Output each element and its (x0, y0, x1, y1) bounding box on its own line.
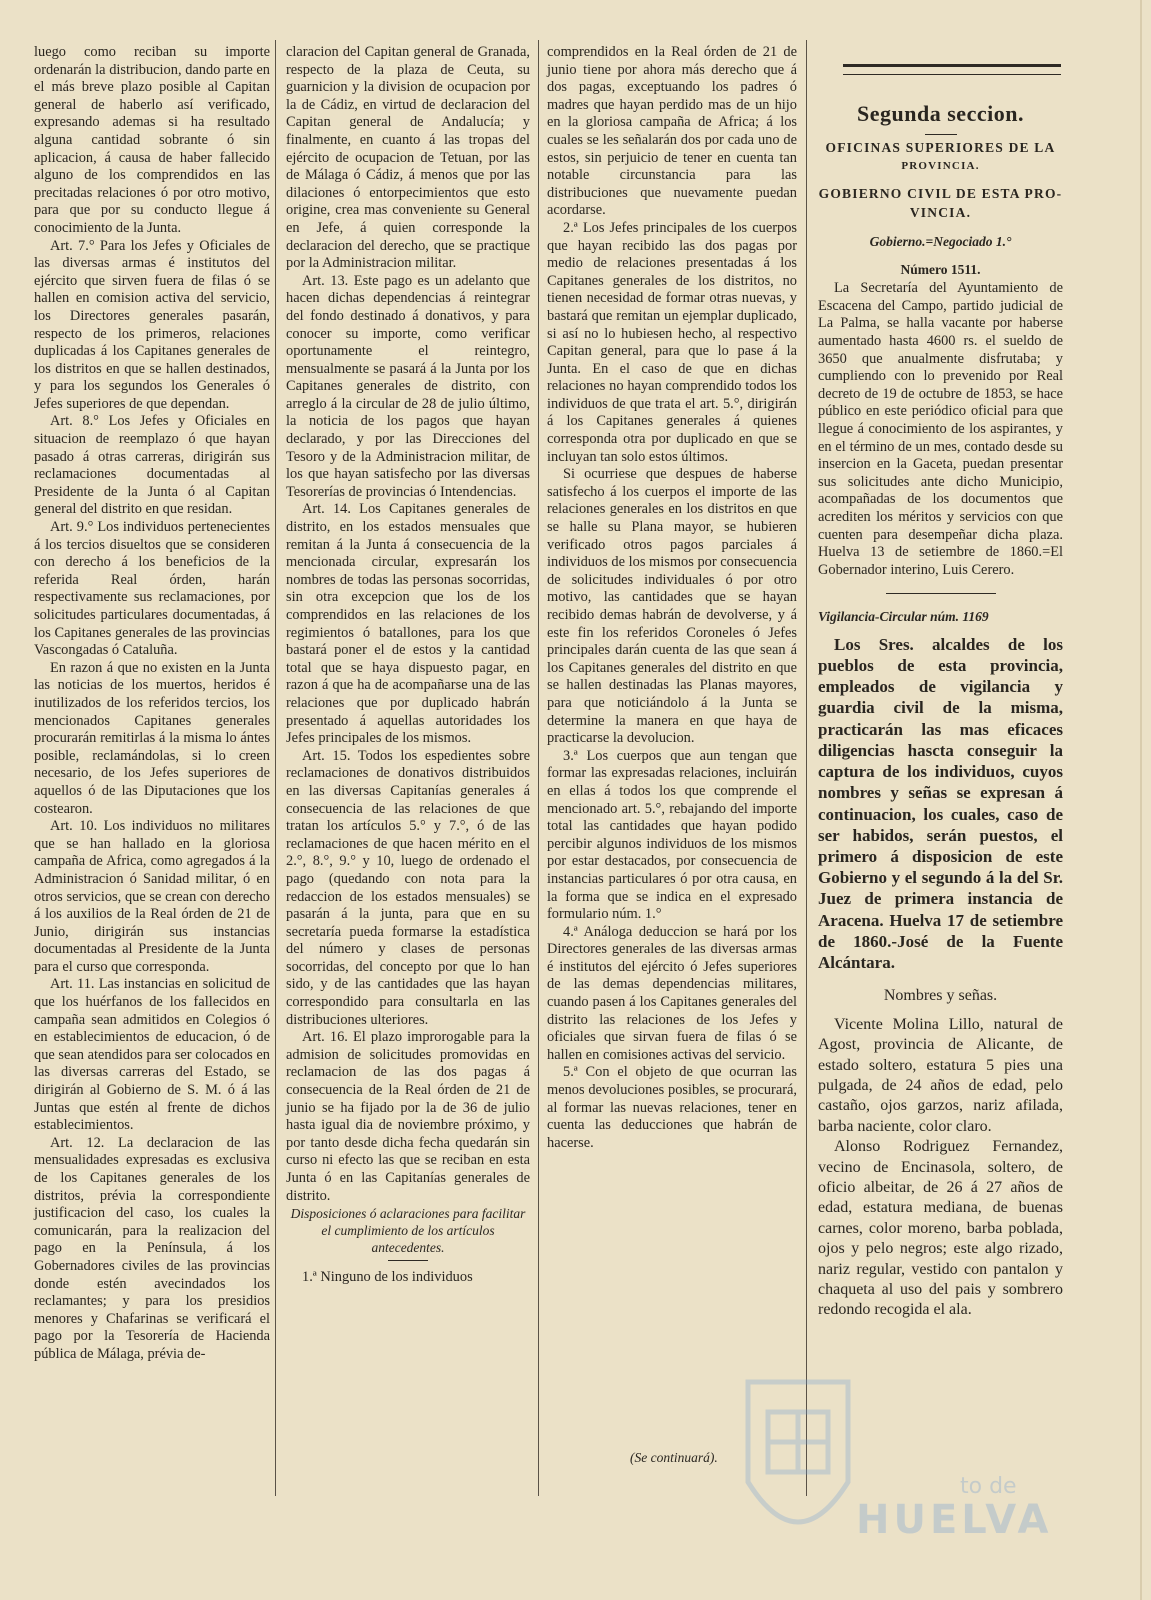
article-11: Art. 11. Las instancias en solicitud de que los huérfanos de los fallecidos en campaña sean admitidos en Colegios ó en establecimientos de educacion, ó de que sean atendidos para ser colocados en las diversas carreras del Estado, se dirigirán al Gobierno de S. M. ó á las Juntas que estén al frente de dichos establecimientos. (34, 976, 270, 1134)
article-9: Art. 9.° Los individuos pertenecientes á los tercios disueltos que se consideren con derecho á los beneficios de la referida Real órden, harán respectivamente sus reclamaciones, por solicitudes particulares documentadas, á los Capitanes generales de las provincias Vascongadas ó Cataluña. (34, 519, 270, 659)
disposition-1: 1.ª Ninguno de los individuos (302, 1269, 473, 1286)
numero: Número 1511. (900, 261, 981, 277)
article-14: Art. 14. Los Capitanes generales de distrito, en los estados mensuales que remitan á la Junta á consecuencia de la mencionada circular, expresarán los nombres de todas las personas socorridas, sin otra excepcion que los de los comprendidos en las relaciones de los regimientos ó batallones, para los que bastará poner el de estos y la cantidad total que se haya dispuesto pagar, en razon á que ha de acompañarse una de las relaciones que por duplicado habrán presentado á aquellas autoridades los Jefes principales de los mismos. (286, 501, 530, 747)
disposition-4: 4.ª Análoga deduccion se hará por los Directores generales de las diversas armas é institutos del ejército ó Jefes superiores de las demas dependencias militares, cuando pasen á los Capitanes generales del distrito las relaciones de los Jefes y oficiales que sirvan fuera de filas ó se hallen en comisiones activas del servicio. (547, 923, 797, 1063)
header-provincia: PROVINCIA. (901, 160, 980, 172)
column-3 (547, 44, 797, 1152)
header-vincia: VINCIA. (909, 205, 972, 220)
paragraph: En razon á que no existen en la Junta las noticias de los muertos, heridos é inutilizados de los referidos tercios, los mencionados Capitanes generales procurarán remitirlas á la misma lo ántes posible, reclamándolas, si lo creen necesario, de los Jefes superiores de aquellos ó de las Diputaciones que los costearon. (34, 659, 270, 817)
column-rule (538, 40, 539, 1496)
person-1: Vicente Molina Lillo, natural de Agost, provincia de Alicante, de estado soltero, estatura 5 pies una pulgada, de 24 años de edad, pelo castaño, ojos garzos, nariz afilada, barba naciente, color claro. (818, 1015, 1063, 1135)
article-16: Art. 16. El plazo improrogable para la admision de solicitudes promovidas en reclamacion de las dos pagas á consecuencia de la Real órden de 21 de junio se ha fijado por la de 36 de julio hasta igual dia de noviembre próximo, y por tanto desde dicha fecha quedarán sin curso ni efecto las que se reciban en esta Junta ó en las Capitanías generales de distrito. (286, 1029, 530, 1204)
article-7: Art. 7.° Para los Jefes y Oficiales de las diversas armas é institutos del ejército que sirven fuera de filas ó se hallen en comision activa del servicio, los Directores generales pasarán, respecto de los primeros, relaciones duplicadas á los Capitanes generales de los distritos en que se hallen destinados, y para los segundos los Generales ó Jefes superiores de que dependan. (34, 237, 270, 412)
names-heading: Nombres y señas. (883, 987, 998, 1005)
continued-note: (Se continuará). (630, 1450, 718, 1465)
person-2: Alonso Rodriguez Fernandez, vecino de Encinasola, soltero, de oficio albeitar, de 26 á 27 años de edad, estatura mediana, de buenas carnes, color moreno, barba poblada, ojos y pelo negros; este algo rizado, nariz regular, vestido con pantalon y chaqueta al uso del pais y sombrero redondo recogida el ala. (818, 1138, 1063, 1319)
column-4 (818, 78, 1063, 1321)
vigilancia-heading: Vigilancia-Circular núm. 1169 (818, 609, 989, 625)
short-rule (388, 1260, 428, 1261)
disposition-3: 3.ª Los cuerpos que aun tengan que formar las expresadas relaciones, incluirán en ellas á todos los que comprende el mencionado art. 5.°, rebajando del importe total las cantidades que hayan podido percibir algunos individuos de los mismos por estar destacados, por consecuencia de instancias particulares ó por otra causa, en la forma que se indica en el expresado formulario núm. 1.° (547, 747, 797, 923)
paragraph: comprendidos en la Real órden de 21 de junio tiene por ahora más derecho que á dos pagas, exceptuando los padres ó madres que hayan perdido mas de un hijo en la gloriosa campaña de Africa; á los cuales se les señalarán dos por cada uno de estos, sin perjuicio de tener en cuenta tan notable circunstancia para las distribuciones que nuevamente puedan acordarse. (547, 44, 797, 219)
vacancy-notice: La Secretaría del Ayuntamiento de Escacena del Campo, partido judicial de La Palma, se halla vacante por haberse aumentado hasta 4600 rs. el sueldo de 3650 que anualmente disfrutaba; y cumpliendo con lo prevenido por Real decreto de 19 de octubre de 1853, se hace público en este periódico oficial para que llegue á conocimiento de los aspirantes, y en el término de un mes, contado desde su insercion en la Gaceta, puedan presentar sus solicitudes ante dicho Municipio, acompañadas de los documentos que acrediten los méritos y servicios con que cuenten para desempeñar dicha plaza. Huelva 13 de setiembre de 1860.=El Gobernador interino, Luis Cerero. (818, 280, 1063, 578)
article-12: Art. 12. La declaracion de las mensualidades expresadas es exclusiva de los Capitanes generales de los distritos, prévia la correspondiente justificacion del caso, los cuales la comunicarán, para la realizacion del pago en la Península, á los Gobernadores civiles de las provincias donde estén avecindados los reclamantes; y para los presidios menores y Chafarinas se verificará el pago por la Tesorería de Hacienda pública de Málaga, prévia de- (34, 1134, 270, 1362)
vigilancia-body: Los Sres. alcaldes de los pueblos de esta provincia, empleados de vigilancia y guardia civil de la misma, practicarán las mas eficaces diligencias hascta conseguir la captura de los individuos, cuyos nombres y señas se expresan á continuacion, los cuales, caso de ser habidos, serán puestos, el primero á disposicion de este Gobierno y el segundo á la del Sr. Juez de primera instancia de Aracena. Huelva 17 de setiembre de 1860.-José de la Fuente Alcántara. (818, 634, 1063, 972)
column-rule (806, 40, 807, 1496)
section-divider (886, 593, 996, 594)
page-edge-shadow (1140, 0, 1142, 1600)
dispositions-heading: Disposiciones ó aclaraciones para facilitar el cumplimiento de los artículos antecedentes. (290, 1206, 526, 1256)
article-10: Art. 10. Los individuos no militares que se han hallado en la gloriosa campaña de Africa, como agregados á la Administracion ó Sanidad militar, ó en otros servicios, que se crean con derecho á los auxilios de la Real órden de 21 de Junio, dirigirán sus instancias documentadas al Presidente de la Junta para el curso que corresponda. (34, 818, 270, 975)
section-title: Segunda seccion. (857, 101, 1024, 126)
disposition-5: 5.ª Con el objeto de que ocurran las menos devoluciones posibles, se procurará, al formar las nuevas relaciones, tener en cuenta las deducciones que habrán de hacerse. (547, 1064, 797, 1151)
watermark-small-text: to de (960, 1474, 1017, 1499)
disposition-2: 2.ª Los Jefes principales de los cuerpos que hayan recibido las dos pagas por medio de relaciones presentadas á los Capitanes generales de los distritos, no tienen necesidad de formar otras nuevas, y bastará que remitan un ejemplar duplicado, si así no lo hubiesen hecho, al respectivo Capitan general, para que lo pase á la Junta. En el caso de que en dichas relaciones no hayan comprendido todos los individuos de que trata el art. 5.°, dirigirán á los Capitanes generales á quienes corresponda otra por duplicado en que se incluyan tan solo estos últimos. (547, 219, 797, 465)
negociado: Gobierno.=Negociado 1.° (869, 234, 1012, 249)
double-rule (843, 64, 1061, 75)
column-1 (34, 44, 270, 1364)
watermark-text: HUELVA (856, 1497, 1053, 1543)
article-8: Art. 8.° Los Jefes y Oficiales en situacion de reemplazo ó que hayan pasado á otras carreras, dirigirán sus reclamaciones documentadas al Presidente de la Junta ó al Capitan general del distrito en que residan. (34, 413, 270, 518)
paragraph: claracion del Capitan general de Granada, respecto de la plaza de Ceuta, su guarnicion y la division de ocupacion por la de Cádiz, en virtud de declaracion del Capitan general de Andalucía; y finalmente, en cuanto á las tropas del ejército de ocupacion de Tetuan, por las de Málaga ó Cádiz, á menos que por las dilaciones ó entorpecimientos que esto origine, crea mas conveniente su General en Jefe, á quien corresponde la declaracion del derecho, que se practique por la Administracion militar. (286, 44, 530, 272)
column-2 (286, 44, 530, 1287)
short-rule (925, 134, 957, 135)
paragraph: Si ocurriese que despues de haberse satisfecho á los cuerpos el importe de las relaciones generales en los distritos en que se halle su Plana mayor, se hubieren verificado otros pagos parciales á individuos de los mismos por consecuencia de solicitudes individuales ó por otro motivo, las cantidades que se hayan recibido demas habrán de devolverse, y á este fin los referidos Coroneles ó Jefes principales darán cuenta de las que sean á los Capitanes generales del distrito en que se hallen destinadas las Planas mayores, para que noticiándolo á la Junta se determine la manera en que haya de practicarse la devolucion. (547, 466, 797, 747)
header-oficinas: OFICINAS SUPERIORES DE LA (825, 140, 1056, 155)
article-15: Art. 15. Todos los espedientes sobre reclamaciones de donativos distribuidos en las diversas Capitanías generales á consecuencia de las relaciones de que tratan los artículos 5.° y 7.°, ó de las reclamaciones de que hacen mérito en el 2.°, 8.°, 9.° y 10, luego de ordenado el pago (quedando con nota para la redaccion de los estados mensuales) se pasarán á la junta, para que en su secretaría pueda formarse la estadística del número y clases de personas socorridas, del concepto por que lo han sido, y de las cantidades que las hayan correspondido para consultarla en las distribuciones ulteriores. (286, 747, 530, 1028)
header-gobierno: GOBIERNO CIVIL DE ESTA PRO- (818, 186, 1063, 201)
article-13: Art. 13. Este pago es un adelanto que hacen dichas dependencias á reintegrar del fondo destinado á donativos, y para conocer su importe, como verificar oportunamente el reintegro, mensualmente se pasará á la Junta por los Capitanes generales de distrito, con arreglo á la circular de 28 de julio último, la noticia de los pagos que hayan declarado, y por las Direcciones del Tesoro y de la Administracion militar, de los que hayan satisfecho por las diversas Tesorerías de provincias ó Intendencias. (286, 272, 530, 500)
column-rule (275, 40, 276, 1496)
paragraph: luego como reciban su importe ordenarán la distribucion, dando parte en el más breve plazo posible al Capitan general de haberlo así verificado, expresando ademas si ha resultado alguna cantidad sobrante ó sin aplicacion, á causa de haber fallecido alguno de los comprendidos en las precitadas relaciones ó por otro motivo, para que por su conducto llegue á conocimiento de la Junta. (34, 44, 270, 236)
